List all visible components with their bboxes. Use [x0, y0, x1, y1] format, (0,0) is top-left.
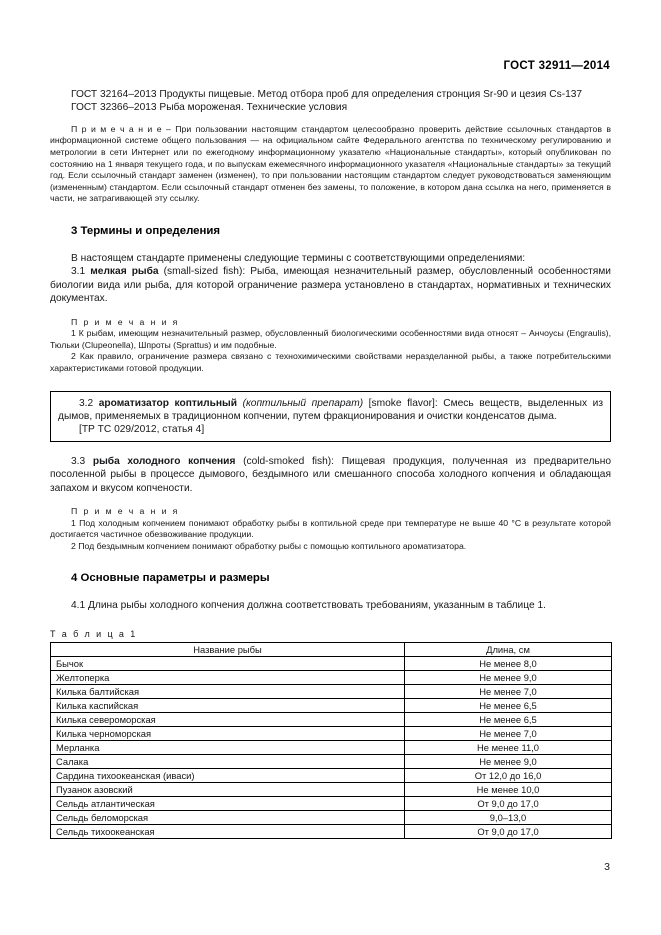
table-cell-length: От 9,0 до 17,0 — [405, 824, 612, 838]
table-cell-fish-name: Килька североморская — [51, 712, 405, 726]
table-cell-length: Не менее 7,0 — [405, 684, 612, 698]
table-cell-fish-name: Сельдь атлантическая — [51, 796, 405, 810]
definition-3-1-term: мелкая рыба — [90, 266, 159, 278]
table-column-header-name: Название рыбы — [51, 642, 405, 656]
definition-3-2-term: ароматизатор коптильный — [98, 397, 237, 409]
section-3-title: 3 Термины и определения — [71, 224, 221, 237]
definition-3-2-source: [ТР ТС 029/2012, статья 4] — [79, 424, 205, 436]
table-cell-length: Не менее 6,5 — [405, 712, 612, 726]
definition-3-1 — [50, 265, 611, 305]
document-content — [50, 88, 611, 839]
definition-3-3-text: Пищевая продукция, полученная из предварительно посоленной рыбы в процессе дымового, бездымного или смешанного способа холодного копчения и обладающая запахом и вкусом копчености. — [50, 455, 611, 494]
table-cell-fish-name: Килька черноморская — [51, 726, 405, 740]
table-row — [51, 684, 612, 698]
table-cell-length: Не менее 10,0 — [405, 782, 612, 796]
reference-standard-line-1: ГОСТ 32164–2013 Продукты пищевые. Метод отбора проб для определения стронция Sr-90 и цезия Cs-137 — [71, 89, 583, 100]
table-row — [51, 810, 612, 824]
note-label: П р и м е ч а н и е — [71, 123, 162, 134]
notes-3-3-item-1: 1 Под холодным копчением понимают обработку рыбы в коптильной среде при температуре не выше 40 °С в результате которой достигается частичное обезвоживание продукции. — [50, 517, 611, 540]
table-cell-length: Не менее 9,0 — [405, 670, 612, 684]
fish-length-table — [50, 642, 612, 839]
table-cell-fish-name: Пузанок азовский — [51, 782, 405, 796]
section-3-intro: В настоящем стандарте применены следующие термины с соответствующими определениями: — [71, 252, 526, 264]
notes-3-1-item-2: 2 Как правило, ограничение размера связано с технохимическими свойствами неразделанной рыбы, а также потребительскими характеристиками готовой продукции. — [50, 351, 611, 373]
table-cell-length: Не менее 8,0 — [405, 656, 612, 670]
table-row — [51, 796, 612, 810]
definition-3-2-english: [smoke flavor]: — [363, 397, 444, 409]
table-row — [51, 768, 612, 782]
table-cell-length: 9,0–13,0 — [405, 810, 612, 824]
table-cell-fish-name: Мерланка — [51, 740, 405, 754]
notes-3-3-label: П р и м е ч а н и я — [71, 506, 180, 516]
table-cell-fish-name: Сельдь тихоокеанская — [51, 824, 405, 838]
table-column-header-length: Длина, см — [405, 642, 612, 656]
table-cell-length: От 12,0 до 16,0 — [405, 768, 612, 782]
table-cell-length: Не менее 6,5 — [405, 698, 612, 712]
table-cell-fish-name: Желтоперка — [51, 670, 405, 684]
table-header-row — [51, 642, 612, 656]
table-cell-fish-name: Сардина тихоокеанская (иваси) — [51, 768, 405, 782]
definition-3-2-number: 3.2 — [79, 397, 99, 409]
table-body — [51, 656, 612, 838]
definition-3-1-text: Рыба, имеющая незначительный размер, обусловленный особенностями биологии вида или рыба, для которой ограничение размера установлено в стандартах, нормативных и технических документах. — [50, 266, 611, 305]
table-header — [51, 642, 612, 656]
definition-3-3 — [50, 455, 611, 495]
section-4-title: 4 Основные параметры и размеры — [71, 572, 270, 585]
definition-3-3-english: (cold-smoked fish): — [235, 455, 342, 467]
table-cell-length: От 9,0 до 17,0 — [405, 796, 612, 810]
table-cell-fish-name: Килька каспийская — [51, 698, 405, 712]
table-cell-fish-name: Салака — [51, 754, 405, 768]
table-row — [51, 712, 612, 726]
definition-3-2-text: Смесь веществ, выделенных из дымов, применяемых в традиционном копчении, путем фракционирования и очистки конденсатов дыма. — [58, 397, 603, 422]
table-row — [51, 698, 612, 712]
note-reference-standards — [50, 124, 611, 205]
notes-3-3-item-2: 2 Под бездымным копчением понимают обработку рыбы с помощью коптильного ароматизатора. — [71, 540, 467, 551]
table-row — [51, 824, 612, 838]
table-cell-fish-name: Килька балтийская — [51, 684, 405, 698]
table-row — [51, 754, 612, 768]
page-title: ГОСТ 32911—2014 — [503, 60, 610, 72]
note-body: – При пользовании настоящим стандартом целесообразно проверить действие ссылочных стандартов в информационной системе общего пользования — на официальном сайте Федерального агентства по техническому регулированию и метрологии в сети Интернет или по ежегодному информационному указателю «Национальные стандарты», который опубликован по состоянию на 1 января текущего года, и по выпускам ежемесячного информационного указателя «Национальные стандарты» за текущий год. Если ссылочный стандарт заменен (изменен), то при пользовании настоящим стандартом следует руководствоваться заменяющим (измененным) стандартом. Если ссылочный стандарт отменен без замены, то положение, в котором дана ссылка на него, применяется в части, не затрагивающей эту ссылку. — [50, 123, 611, 204]
table-cell-fish-name: Сельдь беломорская — [51, 810, 405, 824]
definition-3-3-number: 3.3 — [71, 455, 93, 467]
reference-standard-line-2: ГОСТ 32366–2013 Рыба мороженая. Технические условия — [71, 102, 348, 114]
definition-3-2-term-italic: (коптильный препарат) — [242, 397, 364, 409]
table-cell-length: Не менее 11,0 — [405, 740, 612, 754]
definition-3-1-number: 3.1 — [71, 266, 91, 278]
definition-3-1-english: (small-sized fish): — [158, 266, 251, 278]
table-cell-length: Не менее 9,0 — [405, 754, 612, 768]
table-caption: Т а б л и ц а 1 — [50, 628, 138, 639]
table-cell-length: Не менее 7,0 — [405, 726, 612, 740]
definition-3-2-box — [50, 391, 611, 442]
definition-3-2 — [58, 397, 603, 424]
page-number: 3 — [604, 861, 610, 873]
table-cell-fish-name: Бычок — [51, 656, 405, 670]
table-row — [51, 670, 612, 684]
definition-3-3-term: рыба холодного копчения — [92, 455, 236, 467]
notes-3-1-item-1: 1 К рыбам, имеющим незначительный размер, обусловленный биологическими особенностями вида относят – Анчоусы (Engraulis), Тюльки (Clupeonella), Шпроты (Sprattus) и им подобные. — [50, 328, 611, 350]
table-row — [51, 740, 612, 754]
paragraph-4-1: 4.1 Длина рыбы холодного копчения должна соответствовать требованиям, указанным в таблице 1. — [71, 600, 546, 612]
table-row — [51, 726, 612, 740]
notes-3-1-label: П р и м е ч а н и я — [71, 316, 180, 327]
table-row — [51, 656, 612, 670]
table-row — [51, 782, 612, 796]
